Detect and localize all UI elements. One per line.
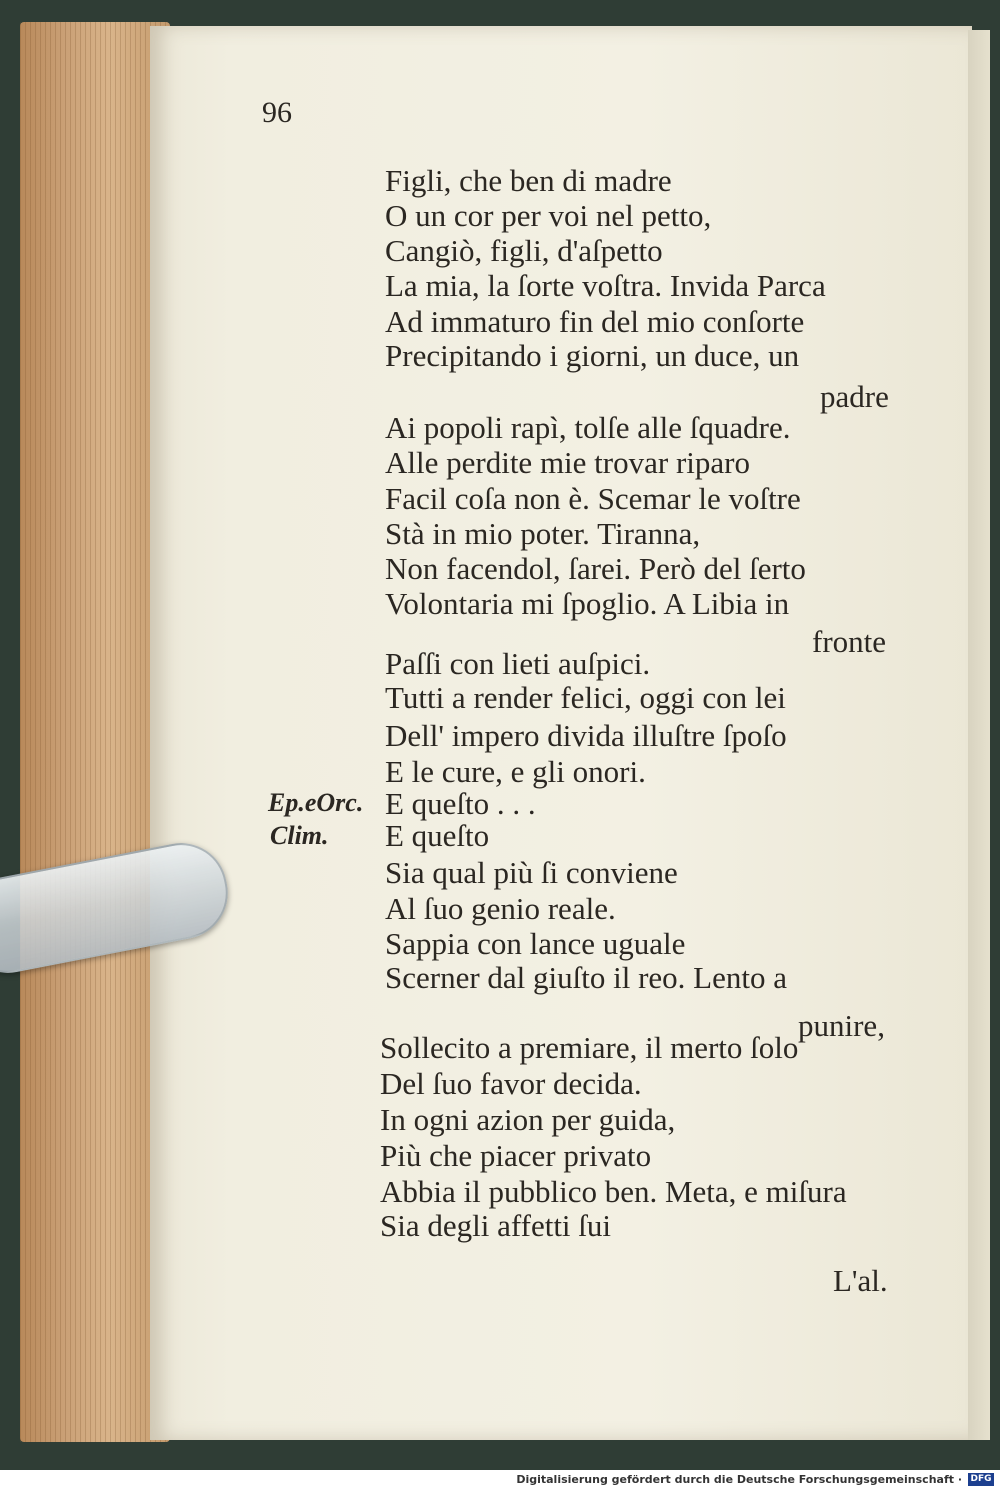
verse-line: O un cor per voi nel petto, [385,198,712,233]
verse-line: Figli, che ben di madre [385,163,672,198]
book-edge [20,22,170,1442]
footer-credit: Digitalisierung gefördert durch die Deutsche Forschungsgemeinschaft · [516,1473,962,1486]
catchword: L'al. [833,1263,888,1298]
verse-line: fronte [812,624,887,659]
verse-line: E le cure, e gli onori. [385,754,646,789]
verse-line: Sia degli affetti ſui [380,1208,612,1243]
verse-line: Volontaria mi ſpoglio. A Libia in [385,586,790,621]
verse-line: Dell' impero divida illuſtre ſpoſo [385,718,787,753]
speaker-label: Clim. [270,821,329,850]
next-page-edge [968,30,990,1440]
verse-line: La mia, la ſorte voſtra. Invida Parca [385,268,826,303]
verse-line: Facil coſa non è. Scemar le voſtre [385,481,801,516]
speaker-label: Ep.eOrc. [268,788,364,817]
verse-line: Più che piacer privato [380,1138,652,1173]
verse-line: Sia qual più ſi conviene [385,855,678,890]
verse-line: In ogni azion per guida, [380,1102,676,1137]
verse-line: Paſſi con lieti auſpici. [385,646,651,681]
page-number: 96 [262,96,292,129]
verse-line: padre [820,379,889,414]
verse-line: Non facendol, ſarei. Però del ſerto [385,551,806,586]
verse-line: Scerner dal giuſto il reo. Lento a [385,960,788,995]
verse-line: Stà in mio poter. Tiranna, [385,516,701,551]
verse-line: Precipitando i giorni, un duce, un [385,338,800,373]
verse-line: Del ſuo favor decida. [380,1066,642,1101]
verse-line: Tutti a render felici, oggi con lei [385,680,786,715]
verse-line: Abbia il pubblico ben. Meta, e miſura [380,1174,847,1209]
verse-line: Al ſuo genio reale. [385,891,616,926]
verse-line: Alle perdite mie trovar riparo [385,445,750,480]
dfg-logo: DFG [968,1473,994,1486]
verse-line: E queſto [385,818,490,853]
verse-line: Sollecito a premiare, il merto ſolo [380,1030,799,1065]
verse-line: E queſto . . . [385,786,536,821]
verse-line: Ai popoli rapì, tolſe alle ſquadre. [385,410,791,445]
verse-line: punire, [798,1008,885,1043]
verse-line: Ad immaturo fin del mio conſorte [385,304,805,339]
footer-bar [0,1470,1000,1490]
verse-line: Cangiò, figli, d'aſpetto [385,233,663,268]
verse-line: Sappia con lance uguale [385,926,686,961]
